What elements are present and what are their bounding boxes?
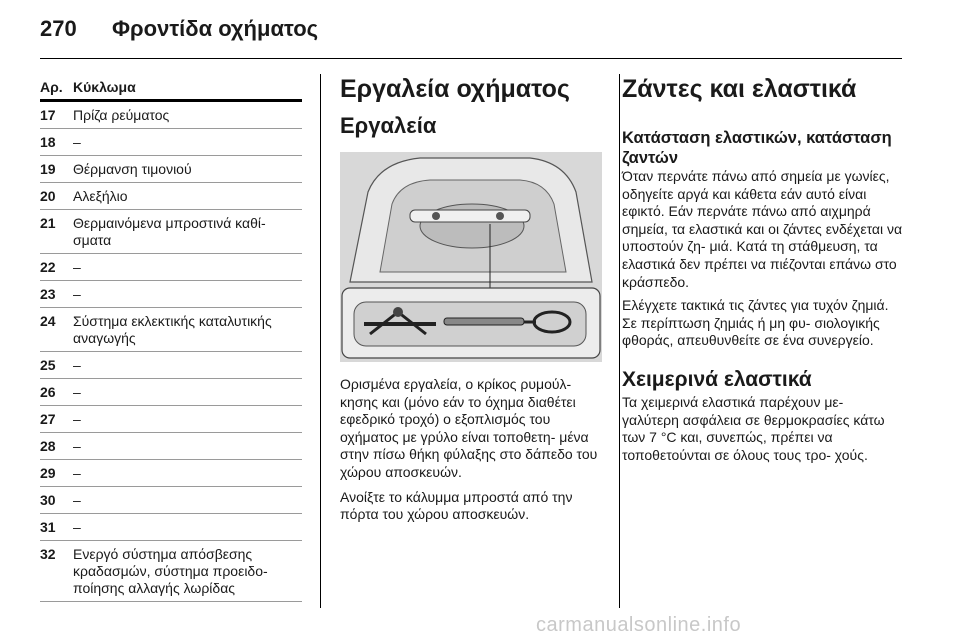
col-header-number: Αρ. [40,79,63,95]
column-divider [619,74,620,608]
fuse-circuit: – [73,259,81,275]
fuse-number: 23 [40,286,56,302]
fuse-circuit: Ενεργό σύστημα απόσβεσης κραδασμών, σύστημα προειδο- ποίησης αλλαγής λωρίδας [73,546,268,596]
fuse-number: 18 [40,134,56,150]
fuse-number: 32 [40,546,56,562]
table-row [40,487,302,514]
page-title: Φροντίδα οχήματος [112,16,319,41]
fuse-circuit: – [73,465,81,481]
fuse-number: 27 [40,411,56,427]
table-row [40,433,302,460]
fuse-number: 30 [40,492,56,508]
table-row [40,541,302,602]
table-row [40,183,302,210]
table-row [40,514,302,541]
fuse-circuit: – [73,384,81,400]
tools-subheading: Εργαλεία [340,113,437,138]
watermark: carmanualsonline.info [536,614,742,636]
tyres-heading: Ζάντες και ελαστικά [622,75,857,103]
column-divider [320,74,321,608]
table-row [40,210,302,254]
table-row [40,102,302,129]
tyres-paragraph-3: Τα χειμερινά ελαστικά παρέχουν με- γαλύτερη ασφάλεια σε θερμοκρασίες κάτω των 7 °C και, συνεπώς, πρέπει να τοποθετούνται σε όλους τους τρο- χούς. [622,393,885,463]
tools-heading: Εργαλεία οχήματος [340,75,570,103]
fuse-number: 19 [40,161,56,177]
fuse-circuit: Θερμαινόμενα μπροστινά καθί- σματα [73,215,266,248]
table-row [40,156,302,183]
table-row [40,406,302,433]
fuse-number: 21 [40,215,56,231]
fuse-circuit: – [73,492,81,508]
fuse-table [40,79,302,602]
table-row [40,129,302,156]
table-row [40,281,302,308]
fuse-circuit: Σύστημα εκλεκτικής καταλυτικής αναγωγής [73,313,272,346]
tools-paragraph-2: Ανοίξτε το κάλυμμα μπροστά από την πόρτα του χώρου αποσκευών. [340,488,573,523]
tools-illustration [340,152,602,362]
header-rule [40,58,902,59]
tyres-paragraph-1: Όταν περνάτε πάνω από σημεία με γωνίες, οδηγείτε αργά και κάθετα εάν αυτό είναι εφικτό. Εάν περνάτε πάνω από αιχμηρά σημεία, τα ελαστικά και οι ζάντες ενδέχεται να υποστούν ζη- μιά. Κατά τη στάθμευση, τα ελαστικά δεν πρέπει να πιέζονται επάνω στο κράσπεδο. [622,168,903,290]
fuse-number: 31 [40,519,56,535]
col-header-circuit: Κύκλωμα [73,79,136,95]
table-row [40,460,302,487]
table-row [40,254,302,281]
fuse-circuit: – [73,438,81,454]
fuse-circuit: Πρίζα ρεύματος [73,107,170,123]
tyre-condition-subheading: Κατάσταση ελαστικών, κατάσταση ζαντών [622,129,892,167]
table-row [40,379,302,406]
table-body [40,102,302,602]
page-number: 270 [40,16,77,41]
fuse-circuit: Θέρμανση τιμονιού [73,161,192,177]
winter-tyres-subheading: Χειμερινά ελαστικά [622,367,812,391]
fuse-number: 26 [40,384,56,400]
fuse-circuit: Αλεξήλιο [73,188,128,204]
tyres-section [622,74,904,464]
fuse-circuit: – [73,411,81,427]
tyres-paragraph-2: Ελέγχετε τακτικά τις ζάντες για τυχόν ζημιά. Σε περίπτωση ζημιάς ή μη φυ- σιολογικής φθοράς, απευθυνθείτε σε ένα συνεργείο. [622,297,889,349]
fuse-number: 28 [40,438,56,454]
tools-section [340,74,602,524]
table-header [40,79,302,102]
fuse-number: 25 [40,357,56,373]
tools-paragraph-1: Ορισμένα εργαλεία, ο κρίκος ρυμούλ- κησης και (μόνο εάν το όχημα διαθέτει εφεδρικό τροχό) ο εξοπλισμός του οχήματος με γρύλο είναι τοποθετη- μένα στην πίσω θήκη φύλαξης στο δάπεδο του χώρου αποσκευών. [340,376,598,480]
fuse-number: 22 [40,259,56,275]
fuse-circuit: – [73,286,81,302]
fuse-circuit: – [73,357,81,373]
fuse-circuit: – [73,134,81,150]
table-row [40,308,302,352]
fuse-number: 29 [40,465,56,481]
fuse-number: 17 [40,107,56,123]
fuse-circuit: – [73,519,81,535]
table-row [40,352,302,379]
fuse-number: 20 [40,188,56,204]
fuse-number: 24 [40,313,56,329]
